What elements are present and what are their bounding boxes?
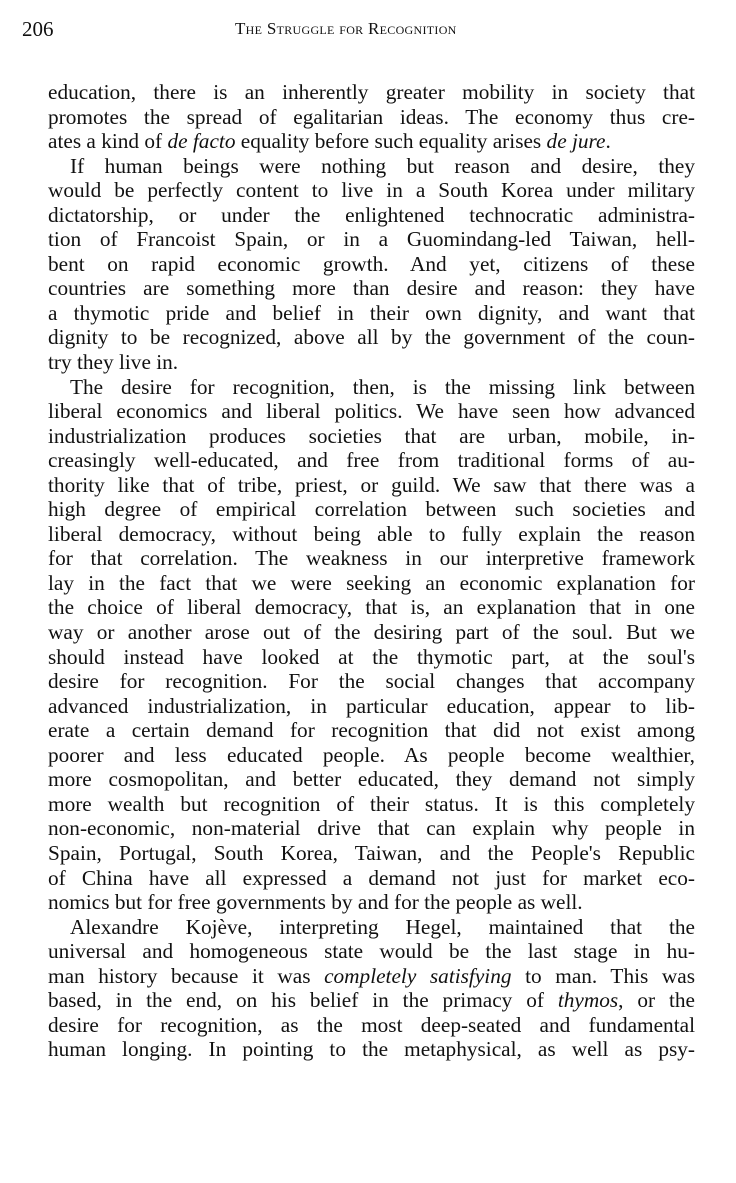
italic-term: completely satisfying [324, 963, 512, 988]
paragraph-first-line: Alexandre Kojève, interpreting Hegel, maintained that the [70, 914, 695, 939]
text-line: promotes the spread of egalitarian ideas. The economy thus cre- [48, 104, 695, 129]
paragraph-first-line: The desire for recognition, then, is the missing link between [70, 374, 695, 399]
text-line: nomics but for free governments by and for the people as well. [48, 890, 583, 915]
text-line: a thymotic pride and belief in their own dignity, and want that [48, 300, 695, 325]
text-line: education, there is an inherently greater mobility in society that [48, 80, 695, 104]
text-line: dictatorship, or under the enlightened technocratic administra- [48, 202, 695, 227]
text-line: liberal economics and liberal politics. We have seen how advanced [48, 399, 695, 424]
text-line: high degree of empirical correlation between such societies and [48, 497, 695, 522]
text-line: universal and homogeneous state would be the last stage in hu- [48, 939, 695, 964]
text-line: Spain, Portugal, South Korea, Taiwan, and the People's Republic [48, 840, 695, 865]
text-line: human longing. In pointing to the metaphysical, as well as psy- [48, 1037, 695, 1062]
text-line: more wealth but recognition of their status. It is this completely [48, 791, 695, 816]
text-line: tion of Francoist Spain, or in a Guomindang-led Taiwan, hell- [48, 227, 695, 252]
text-line: ates a kind of de facto equality before such equality arises de jure. [48, 129, 611, 154]
text-line: for that correlation. The weakness in our interpretive framework [48, 546, 695, 571]
running-title: The Struggle for Recognition [235, 19, 457, 38]
text-line: of China have all expressed a demand not just for market eco- [48, 865, 695, 890]
text-line: would be perfectly content to live in a South Korea under military [48, 178, 695, 203]
text-line: the choice of liberal democracy, that is, an explanation that in one [48, 595, 695, 620]
text-line: thority like that of tribe, priest, or guild. We saw that there was a [48, 472, 695, 497]
italic-term: de facto [167, 129, 236, 154]
text-line: industrialization produces societies that are urban, mobile, in- [48, 423, 695, 448]
text-line: erate a certain demand for recognition that did not exist among [48, 718, 695, 743]
text-line: try they live in. [48, 350, 179, 375]
text-line: way or another arose out of the desiring part of the soul. But we [48, 620, 695, 645]
text-line: countries are something more than desire and reason: they have [48, 276, 695, 301]
text-line: more cosmopolitan, and better educated, they demand not simply [48, 767, 695, 792]
text-line: desire for recognition, as the most deep-seated and fundamental [48, 1012, 695, 1037]
text-line: man history because it was completely satisfying to man. This was [48, 963, 695, 988]
text-line: should instead have looked at the thymotic part, at the soul's [48, 644, 695, 669]
text-line: non-economic, non-material drive that can explain why people in [48, 816, 695, 841]
italic-term: de jure [546, 129, 606, 154]
body-text [48, 80, 695, 1062]
text-line: bent on rapid economic growth. And yet, citizens of these [48, 251, 695, 276]
paragraph-first-line: If human beings were nothing but reason and desire, they [70, 153, 695, 178]
text-line: desire for recognition. For the social changes that accompany [48, 669, 695, 694]
italic-term: thymos [557, 988, 619, 1013]
text-line: poorer and less educated people. As people become wealthier, [48, 742, 695, 767]
page-number: 206 [22, 17, 54, 41]
text-line: liberal democracy, without being able to fully explain the reason [48, 521, 695, 546]
running-head [22, 14, 712, 44]
text-line: based, in the end, on his belief in the primacy of thymos, or the [48, 988, 695, 1013]
text-line: lay in the fact that we were seeking an economic explanation for [48, 570, 695, 595]
text-line: creasingly well-educated, and free from traditional forms of au- [48, 448, 695, 473]
text-line: advanced industrialization, in particular education, appear to lib- [48, 693, 695, 718]
text-line: dignity to be recognized, above all by the government of the coun- [48, 325, 695, 350]
